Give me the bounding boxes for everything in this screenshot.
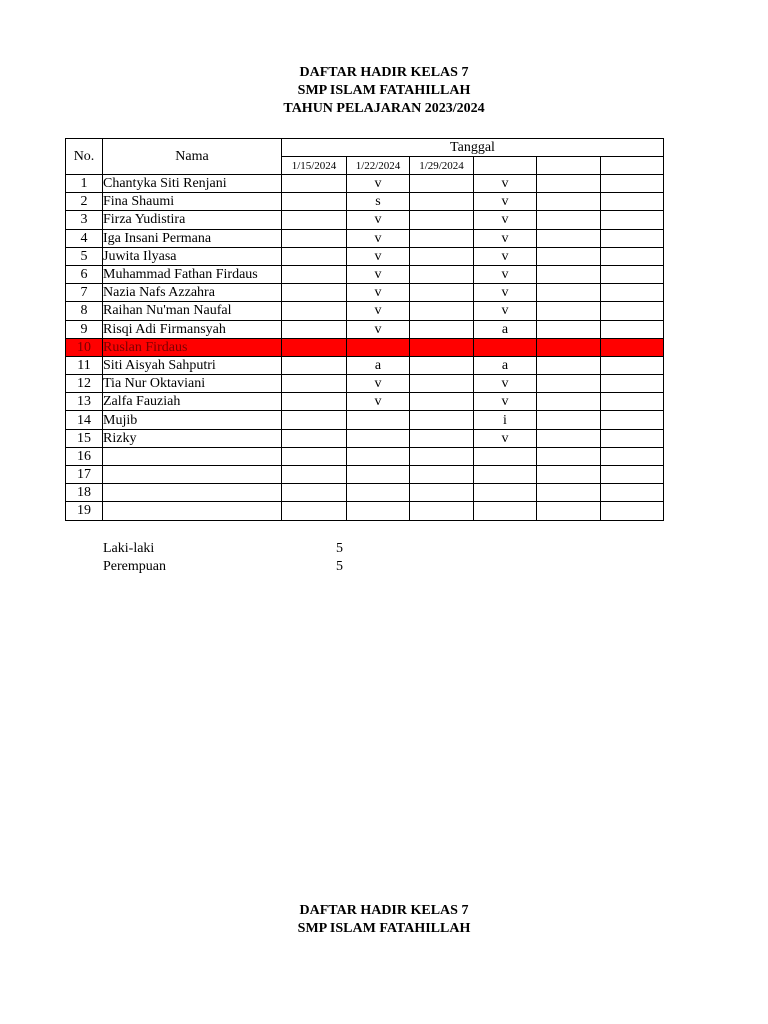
summary-female-count: 5 [336,559,343,574]
attendance-mark [537,265,601,283]
header-date-group: Tanggal [282,139,664,157]
student-name [103,447,282,465]
attendance-mark: v [474,193,537,211]
attendance-mark [282,338,347,356]
attendance-mark [410,265,474,283]
table-row [66,175,664,193]
table-row [66,247,664,265]
attendance-mark [601,265,664,283]
attendance-mark [537,447,601,465]
attendance-mark [347,502,410,520]
header-date-6 [601,157,664,175]
header-date-5 [537,157,601,175]
attendance-mark [410,356,474,374]
table-row [66,429,664,447]
attendance-mark [347,338,410,356]
attendance-mark [410,320,474,338]
summary-female-label: Perempuan [103,559,166,574]
attendance-mark [601,302,664,320]
attendance-mark: v [347,284,410,302]
document-title [0,64,768,118]
table-row [66,320,664,338]
attendance-mark [537,411,601,429]
attendance-mark [410,338,474,356]
student-name: Zalfa Fauziah [103,393,282,411]
attendance-mark [537,338,601,356]
student-name: Muhammad Fathan Firdaus [103,265,282,283]
attendance-mark [537,302,601,320]
attendance-mark [601,320,664,338]
row-number: 14 [66,411,103,429]
attendance-mark [601,247,664,265]
student-name: Fina Shaumi [103,193,282,211]
table-row [66,393,664,411]
attendance-mark [282,247,347,265]
attendance-mark [410,211,474,229]
attendance-mark: v [474,375,537,393]
summary-male-label: Laki-laki [103,541,155,556]
attendance-mark [282,356,347,374]
attendance-mark [537,211,601,229]
attendance-mark: v [347,265,410,283]
attendance-mark [601,338,664,356]
table-row [66,375,664,393]
attendance-mark [282,502,347,520]
attendance-mark [537,284,601,302]
attendance-mark [347,466,410,484]
table-row [66,193,664,211]
attendance-mark [410,284,474,302]
student-name [103,466,282,484]
attendance-mark [537,356,601,374]
student-name: Nazia Nafs Azzahra [103,284,282,302]
attendance-mark [537,375,601,393]
attendance-mark [410,393,474,411]
attendance-mark: v [474,429,537,447]
attendance-mark [474,338,537,356]
attendance-mark [282,393,347,411]
student-name: Iga Insani Permana [103,229,282,247]
table-row [66,229,664,247]
student-name: Ruslan Firdaus [103,338,282,356]
row-number: 12 [66,375,103,393]
attendance-mark [282,193,347,211]
student-name [103,484,282,502]
table-row [66,447,664,465]
attendance-table [65,138,664,521]
attendance-mark: v [347,175,410,193]
attendance-mark: v [347,375,410,393]
student-name: Mujib [103,411,282,429]
attendance-mark: s [347,193,410,211]
attendance-mark: v [347,229,410,247]
attendance-mark [474,466,537,484]
attendance-mark: v [474,229,537,247]
next-title-line-2: SMP ISLAM FATAHILLAH [297,921,471,936]
attendance-mark: a [474,320,537,338]
attendance-mark [347,429,410,447]
table-row [66,284,664,302]
attendance-mark: v [474,247,537,265]
attendance-mark [282,447,347,465]
attendance-mark [282,284,347,302]
table-row [66,265,664,283]
attendance-mark [601,193,664,211]
header-date-1: 1/15/2024 [282,157,347,175]
attendance-mark: v [347,247,410,265]
student-name: Firza Yudistira [103,211,282,229]
row-number: 8 [66,302,103,320]
student-name: Chantyka Siti Renjani [103,175,282,193]
attendance-mark [537,502,601,520]
row-number: 11 [66,356,103,374]
table-row [66,484,664,502]
attendance-mark [601,175,664,193]
attendance-mark [282,175,347,193]
table-row [66,411,664,429]
attendance-mark: v [347,393,410,411]
student-name: Risqi Adi Firmansyah [103,320,282,338]
row-number: 5 [66,247,103,265]
attendance-mark [537,193,601,211]
attendance-mark [410,429,474,447]
attendance-mark: a [474,356,537,374]
attendance-mark: v [347,302,410,320]
next-page-title [0,902,768,938]
row-number: 7 [66,284,103,302]
attendance-mark [410,502,474,520]
attendance-mark [601,393,664,411]
attendance-mark: i [474,411,537,429]
attendance-mark [282,211,347,229]
attendance-mark [410,302,474,320]
attendance-mark [282,411,347,429]
row-number: 10 [66,338,103,356]
attendance-mark: v [347,320,410,338]
student-name: Raihan Nu'man Naufal [103,302,282,320]
table-row [66,466,664,484]
student-name [103,502,282,520]
row-number: 9 [66,320,103,338]
title-line-1: DAFTAR HADIR KELAS 7 [299,65,469,80]
header-date-3: 1/29/2024 [410,157,474,175]
attendance-mark [537,247,601,265]
attendance-mark [601,411,664,429]
attendance-mark [601,466,664,484]
header-date-2: 1/22/2024 [347,157,410,175]
attendance-mark [601,211,664,229]
attendance-mark [601,447,664,465]
attendance-mark [410,484,474,502]
attendance-mark [537,393,601,411]
attendance-mark [601,229,664,247]
attendance-mark [410,193,474,211]
attendance-mark [410,175,474,193]
row-number: 2 [66,193,103,211]
header-date-4 [474,157,537,175]
row-number: 4 [66,229,103,247]
row-number: 16 [66,447,103,465]
next-title-line-1: DAFTAR HADIR KELAS 7 [299,903,469,918]
row-number: 19 [66,502,103,520]
attendance-mark: v [474,265,537,283]
student-name: Rizky [103,429,282,447]
attendance-mark [601,502,664,520]
table-row [66,502,664,520]
attendance-mark [474,447,537,465]
student-name: Juwita Ilyasa [103,247,282,265]
student-name: Siti Aisyah Sahputri [103,356,282,374]
attendance-mark [537,175,601,193]
row-number: 17 [66,466,103,484]
row-number: 3 [66,211,103,229]
attendance-mark [537,484,601,502]
table-row [66,356,664,374]
attendance-mark [410,247,474,265]
attendance-mark [282,229,347,247]
header-no: No. [66,139,103,175]
attendance-mark: v [474,302,537,320]
row-number: 15 [66,429,103,447]
attendance-mark [282,484,347,502]
student-name: Tia Nur Oktaviani [103,375,282,393]
attendance-mark: v [474,175,537,193]
attendance-mark [537,429,601,447]
attendance-mark: a [347,356,410,374]
attendance-mark [601,356,664,374]
title-line-3: TAHUN PELAJARAN 2023/2024 [283,101,485,116]
attendance-mark: v [474,393,537,411]
row-number: 6 [66,265,103,283]
attendance-mark [410,447,474,465]
attendance-mark [474,484,537,502]
attendance-mark [474,502,537,520]
attendance-mark [282,302,347,320]
row-number: 18 [66,484,103,502]
attendance-mark [347,484,410,502]
table-row [66,302,664,320]
summary-male-count: 5 [336,541,343,556]
attendance-mark [537,320,601,338]
attendance-mark [282,375,347,393]
attendance-mark [347,447,410,465]
attendance-mark [282,429,347,447]
attendance-mark [601,284,664,302]
title-line-2: SMP ISLAM FATAHILLAH [297,83,471,98]
attendance-mark [537,229,601,247]
attendance-mark [282,265,347,283]
attendance-mark [601,484,664,502]
header-name: Nama [103,139,282,175]
attendance-mark [537,466,601,484]
attendance-mark [347,411,410,429]
attendance-mark [410,229,474,247]
attendance-mark [410,466,474,484]
attendance-mark [410,411,474,429]
attendance-mark [601,429,664,447]
table-row [66,338,664,356]
table-row [66,211,664,229]
attendance-mark: v [474,211,537,229]
attendance-mark [601,375,664,393]
attendance-mark [282,320,347,338]
row-number: 13 [66,393,103,411]
row-number: 1 [66,175,103,193]
attendance-mark [410,375,474,393]
attendance-mark: v [347,211,410,229]
attendance-mark [282,466,347,484]
attendance-mark: v [474,284,537,302]
